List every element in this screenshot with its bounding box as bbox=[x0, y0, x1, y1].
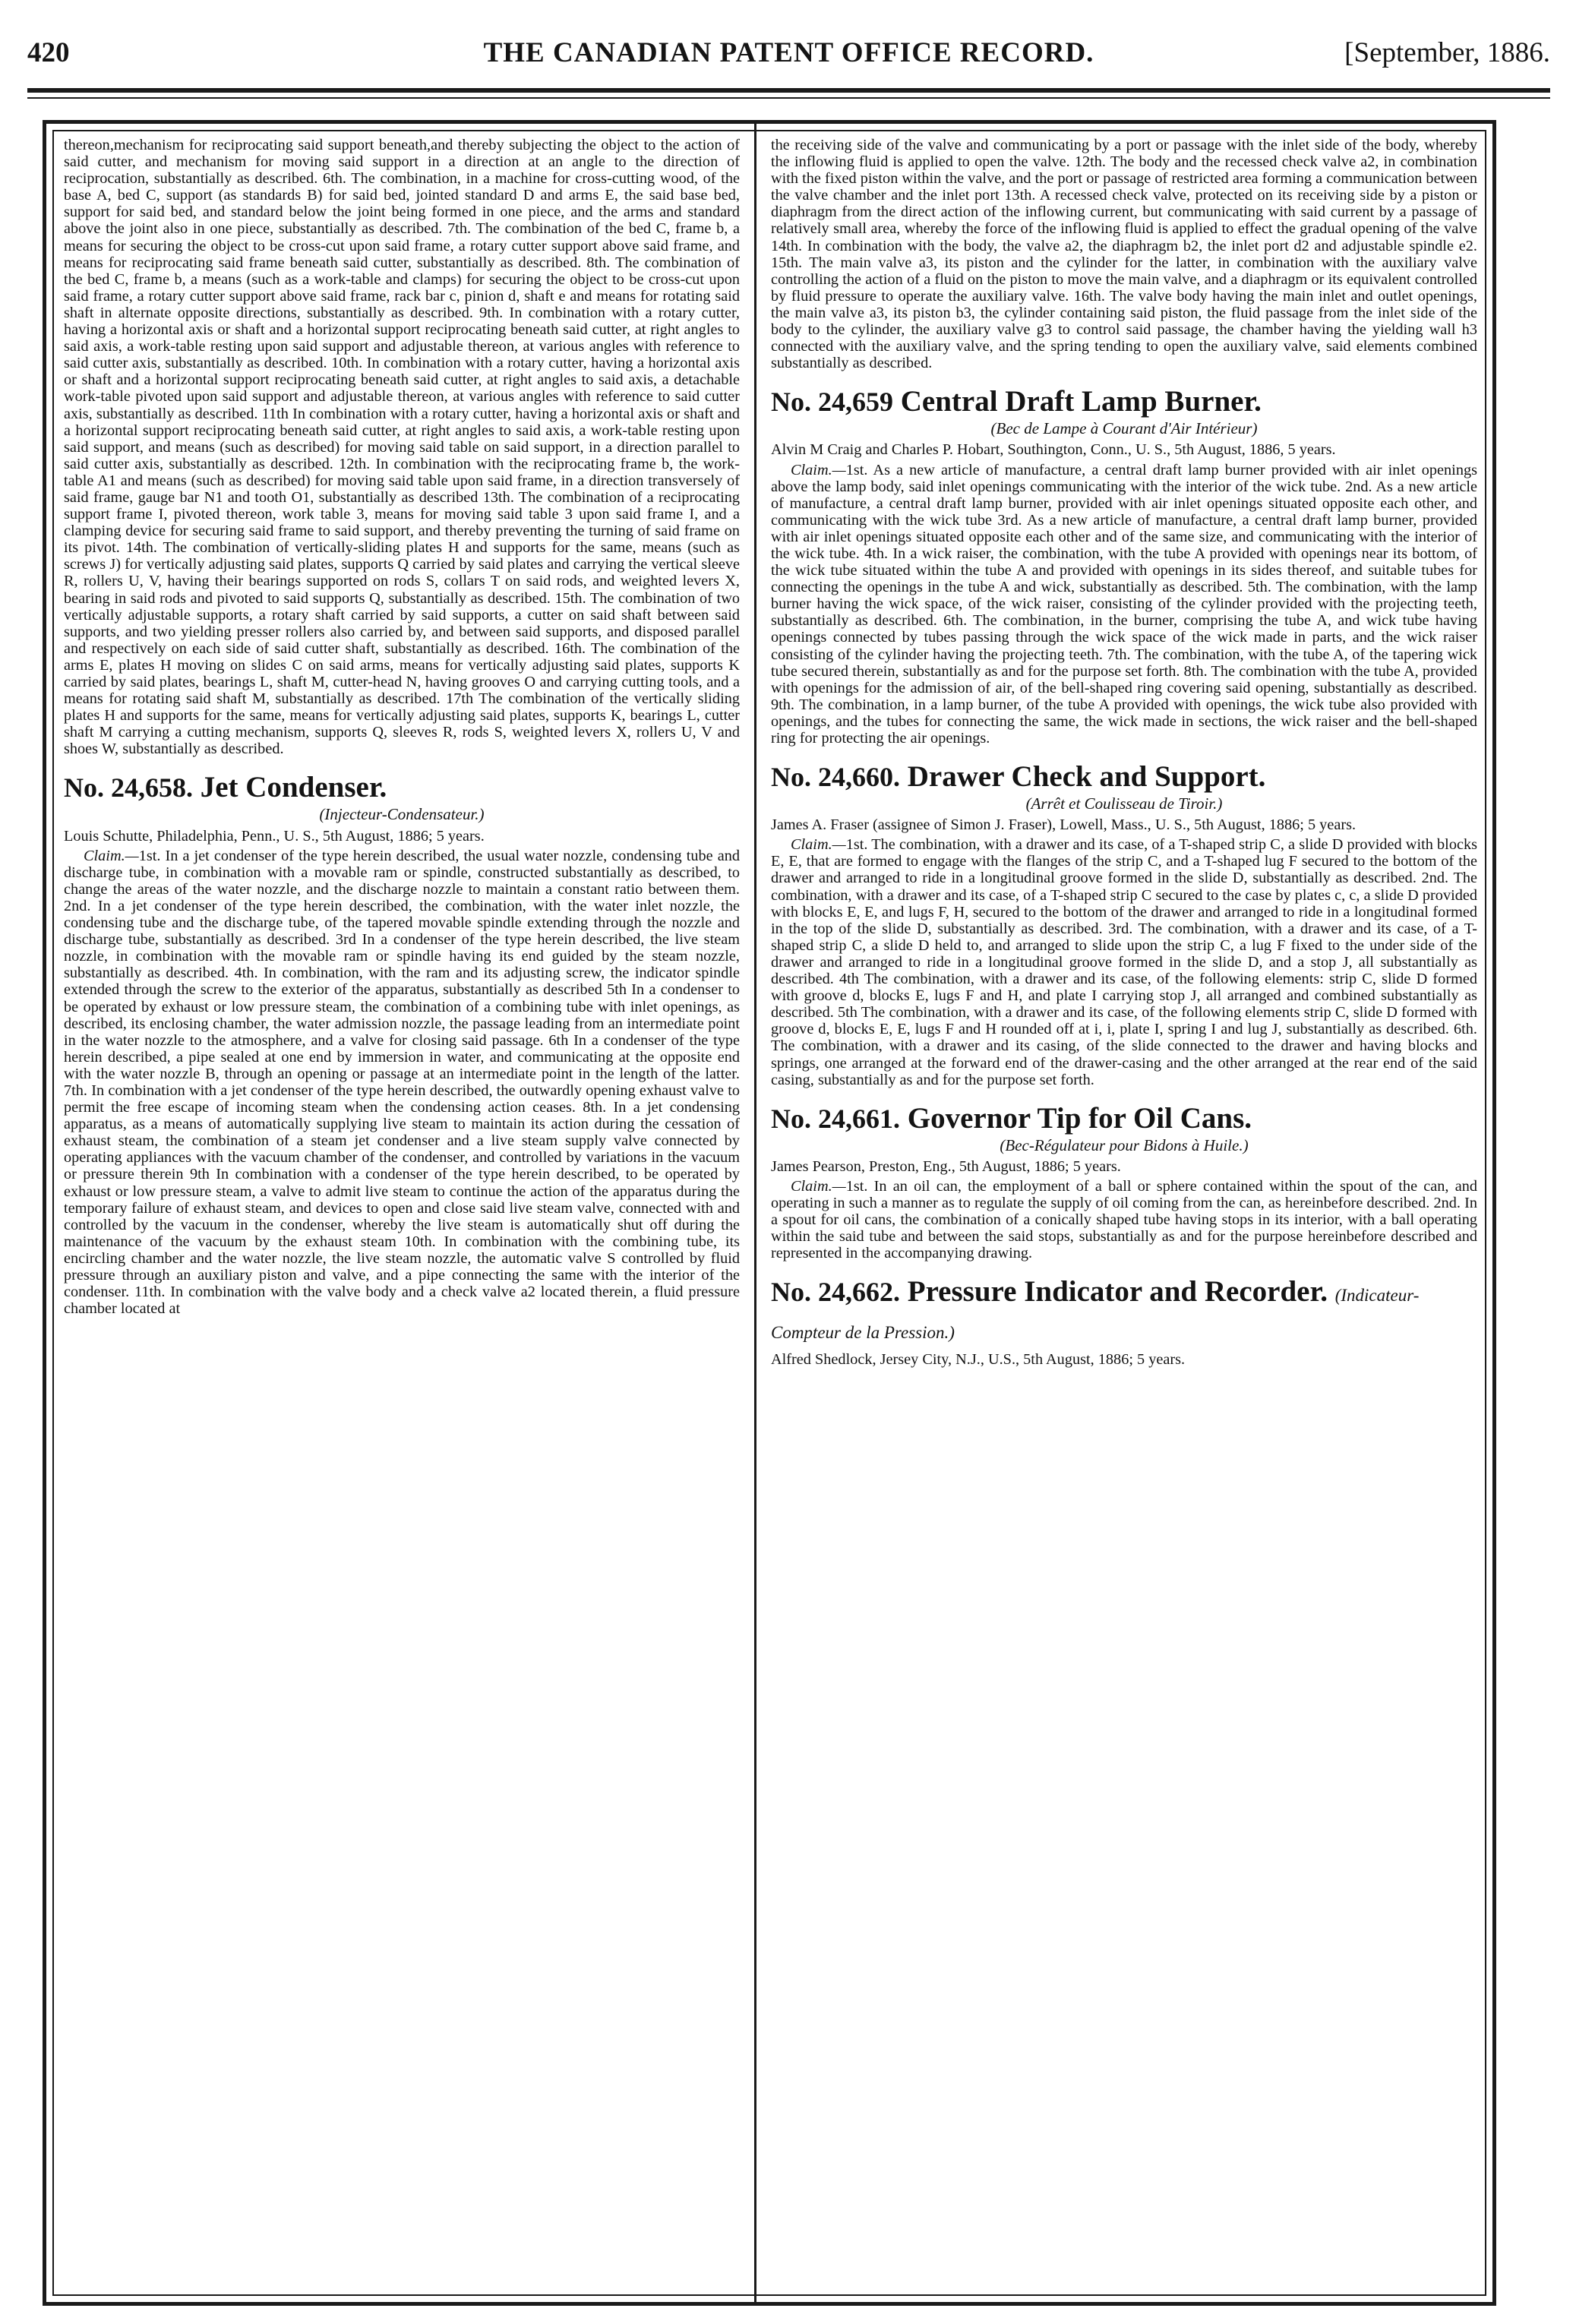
claim-label: Claim.— bbox=[791, 461, 846, 478]
header-rule-thick bbox=[27, 88, 1550, 93]
claim-label: Claim.— bbox=[84, 847, 139, 864]
claim-paragraph bbox=[771, 1178, 1477, 1261]
patent-title: Central Draft Lamp Burner. bbox=[900, 385, 1262, 418]
continued-claims-text: thereon,mechanism for reciprocating said support beneath,and thereby subjecting the object to the action of said cutter, and mechanism for moving said support in a direction at an angle to the direction of reciprocation, substantially as described. 6th. The combination, in a machine for cross-cutting wood, of the base A, bed C, support (as standards B) for said bed, jointed standard D and arms E, the said base bed, support for said bed, and standard below the joint being formed in one piece, and the arms and standard above the joint also in one piece, substantially as described. 7th. The combination of the bed C, frame b, a means for securing the object to be cross-cut upon said frame, a rotary cutter support above said frame, and means for reciprocating said frame beneath said cutter, substantially as described. 8th. The combination of the bed C, frame b, a means (such as a work-table and clamps) for securing the object to be cross-cut upon said frame, a rotary cutter support above said frame, rack bar c, pinion d, shaft e and means for rotating said shaft in alternate opposite directions, substantially as described. 9th. In combination with a rotary cutter, having a horizontal axis or shaft and a horizontal support reciprocating beneath said cutter, at right angles to said axis, a work-table resting upon said support and adjustable thereon, at various angles with reference to said cutter axis, substantially as described. 10th. In combination with a rotary cutter, having a horizontal axis or shaft and a horizontal support reciprocating beneath said cutter, at right angles to said axis, a detachable work-table pivoted upon said support and adjustable thereon, at various angles with reference to said cutter axis, substantially as described. 11th In combination with a rotary cutter, having a horizontal axis or shaft and a horizontal support reciprocating beneath said cutter, at right angles to said axis, a work-table resting upon said support, and means (such as described) for moving said table on said support, in a direction parallel to said cutter axis, substantially as described. 12th. In combination with the reciprocating frame b, the work-table A1 and means (such as described) for moving said table upon said frame, in a direction transversely of said frame, gauge bar N1 and tooth O1, substantially as described 13th. The combination of a reciprocating support frame I, pivoted thereon, work table 3, means for moving said table 3 upon said frame I, and a clamping device for securing said frame to said support, and thereby preventing the turning of said frame on its pivot. 14th. The combination of vertically-sliding plates H and supports for the same, means (such as screws J) for vertically adjusting said plates, supports Q carried by said plates and carrying the vertical sleeve R, rollers U, V, having their bearings supported on rods S, collars T on said rods, and weighted levers X, bearing in said rods and pivoted to said supports Q, substantially as described. 15th. The combination of two vertically adjustable supports, a rotary shaft carried by said supports, a cutter on said shaft between said supports, and two yielding presser rollers also carried by, and between said supports, and disposed parallel and respectively on each side of said cutter shaft, substantially as described. 16th. The combination of the arms E, plates H moving on slides C on said arms, means for vertically adjusting said plates, supports K carried by said plates, bearings L, shaft M, cutter-head N, having grooves O and carrying cutting tools, and a means for rotating said shaft M, substantially as described. 17th The combination of the vertically sliding plates H and supports for the same, means for vertically adjusting said plates, supports K, bearings L, cutter shaft M carrying a cutting mechanism, supports Q, sleeves R, rods S, weighted levers X, rollers U, V and shoes W, substantially as described. bbox=[64, 137, 740, 758]
page-number: 420 bbox=[27, 37, 70, 68]
patent-number: No. 24,659 bbox=[771, 387, 893, 418]
patent-heading-24661 bbox=[771, 1102, 1477, 1135]
claim-text: 1st. In an oil can, the employment of a ball or sphere contained within the spout of the can, and operating in such a manner as to regulate the supply of oil coming from the can, as hereinbefore described. 2nd. In a spout for oil cans, the combination of a conically shaped tube having stops in its interior, with a ball operating within the said tube and between the said stops, substantially as and for the purpose hereinbefore described and represented in the accompanying drawing. bbox=[771, 1177, 1477, 1262]
claim-label: Claim.— bbox=[791, 836, 846, 854]
claim-text: 1st. In a jet condenser of the type herein described, the usual water nozzle, condensing tube and discharge tube, in combination with a movable ram or spindle, constructed substantially as described, to change the areas of the water nozzle, and the discharge nozzle to maintain a constant ratio between them. 2nd. In a jet condenser of the type herein described, the combination, with the water inlet nozzle, the condensing tube and the discharge tube, of the tapered movable spindle extending through the nozzle and discharge tube, substantially as described. 3rd In a condenser of the type herein described, the live steam nozzle, in combination with the movable ram or spindle having its end guided by the steam nozzle, substantially as described. 4th. In combination, with the ram and its adjusting screw, the indicator spindle extended through the screw to the exterior of the apparatus, substantially as described 5th In a condenser to be operated by exhaust or low pressure steam, the combination of a combining tube with inlet openings, as described, its enclosing chamber, the water admission nozzle, the passage leading from an intermediate point in the water nozzle to the atmosphere, and a valve for closing said passage. 6th In a condenser of the type herein described, a pipe sealed at one end by immersion in water, and communicating at the opposite end with the water nozzle B, through an opening or passage at an intermediate point in the length of the latter. 7th. In combination with a jet condenser of the type herein described, the outwardly opening exhaust valve to permit the free escape of incoming steam when the condensing action ceases. 8th. In a jet condensing apparatus, as a means of automatically supplying live steam to maintain its action during the cessation of exhaust steam, the combination of a steam jet condenser and a live steam supply valve connected by operating appliances with the vacuum chamber of the condenser, and controlled by variations in the vacuum or pressure therein 9th In combination with a condenser of the type herein described, to be operated by exhaust or low pressure steam, a valve to admit live steam to continue the action of the apparatus during the temporary failure of exhaust steam, and devices to open and close said live steam valve, connected with and controlled by the vacuum in the condenser, whereby the live steam is automatically shut off during the maintenance of the vacuum by the exhaust steam 10th. In combination with the combining tube, its encircling chamber and the water nozzle, the live steam nozzle, the automatic valve S controlled by fluid pressure through an auxiliary piston and valve, and a pipe connecting the same with the interior of the condenser. 11th. In combination with the valve body and a check valve a2 located therein, a fluid pressure chamber located at bbox=[64, 847, 740, 1318]
claim-text: 1st. The combination, with a drawer and its case, of a T-shaped strip C, a slide D provided with blocks E, E, that are formed to engage with the flanges of the strip C, and a T-shaped lug F secured to the bottom of the drawer and arranged to ride in a longitudinal groove formed in the slide D, substantially as described. 2nd. The combination, with a drawer and its case, of a T-shaped strip C secured to the case by plates c, c, a slide D provided with blocks E, E, and lugs F, H, secured to the bottom of the drawer and arranged to ride in a longitudinal formed in the top of the slide D, substantially as described. 3rd. The combination, with a drawer and its case, of a T-shaped strip C, a slide D held to, and arranged to slide upon the strip C, a lug F fixed to the under side of the drawer and arranged to ride in a longitudinal groove formed in the slide D, and a stop J, all substantially as described. 4th The combination, with a drawer and its case, of the following elements: strip C, slide D formed with groove d, blocks E, lugs F and H, and plate I carrying stop J, all arranged and combined substantially as described. 5th The combination, with a drawer and its case, of the following elements strip C, slide D formed with groove d, blocks E, E, lugs F and H rounded off at i, i, plate I, spring I and lug J, substantially as described. 6th. The combination, with a drawer and its casing, of the slide connected to the drawer and having blocks and springs, one arranged at the forward end of the drawer-casing and the other arranged at the rear end of the said casing, substantially as and for the purpose set forth. bbox=[771, 836, 1477, 1088]
patent-title: Pressure Indicator and Recorder. bbox=[907, 1275, 1328, 1309]
inventor-line: James A. Fraser (assignee of Simon J. Fraser), Lowell, Mass., U. S., 5th August, 1886; 5 years. bbox=[771, 816, 1356, 834]
right-column bbox=[771, 137, 1477, 2286]
header-rule-thin bbox=[27, 97, 1550, 99]
patent-heading-24662 bbox=[771, 1275, 1477, 1350]
patent-title: Governor Tip for Oil Cans. bbox=[907, 1101, 1252, 1135]
claim-label: Claim.— bbox=[791, 1177, 846, 1195]
patent-number: No. 24,658. bbox=[64, 772, 193, 804]
inventor-line: Louis Schutte, Philadelphia, Penn., U. S., 5th August, 1886; 5 years. bbox=[64, 827, 485, 845]
inventor-line: Alvin M Craig and Charles P. Hobart, Southington, Conn., U. S., 5th August, 1886, 5 years. bbox=[771, 441, 1336, 459]
inventor-line: James Pearson, Preston, Eng., 5th August, 1886; 5 years. bbox=[771, 1157, 1121, 1175]
patent-number: No. 24,661. bbox=[771, 1103, 900, 1134]
patent-number: No. 24,660. bbox=[771, 762, 900, 793]
patent-heading-24660 bbox=[771, 760, 1477, 794]
column-divider bbox=[754, 122, 756, 2304]
patent-title: Jet Condenser. bbox=[200, 771, 387, 804]
claim-paragraph bbox=[771, 836, 1477, 1088]
patent-heading-24659 bbox=[771, 385, 1477, 418]
french-title: (Bec de Lampe à Courant d'Air Intérieur) bbox=[990, 419, 1258, 438]
patent-heading-24658 bbox=[64, 771, 740, 804]
french-title: (Arrêt et Coulisseau de Tiroir.) bbox=[1025, 794, 1223, 813]
french-title: (Bec-Régulateur pour Bidons à Huile.) bbox=[1000, 1135, 1249, 1154]
left-column bbox=[64, 137, 740, 2286]
running-header bbox=[27, 36, 1550, 82]
claim-paragraph bbox=[771, 462, 1477, 747]
claim-text: 1st. As a new article of manufacture, a central draft lamp burner provided with air inlet openings above the lamp body, said inlet openings communicating with the interior of the wick tube. 2nd. As a new article of manufacture, a central draft lamp burner, provided with air inlet openings situated opposite each other, and communicating with the wick tube 3rd. As a new article of manufacture, a central draft lamp burner, provided with air inlet openings situated opposite each other and of the same size, and communicating with the interior of the wick tube. 4th. In a wick raiser, the combination, with the tube A provided with openings near its bottom, of the wick tube situated within the tube A and provided with openings in its sides thereof, and suitable tubes for connecting the openings in the tube A and wick, substantially as described. 5th. The combination, with the lamp burner having the wick space, of the wick raiser, consisting of the cylinder provided with the projecting teeth, substantially as described. 6th. The combination, in the burner, comprising the tube A, and wick tube having openings connected by tubes passing through the wick space of the wick made in parts, and the wick raiser consisting of the cylinder having the projecting teeth. 7th. The combination, with the tube A, of the tapering wick tube secured therein, substantially as and for the purpose set forth. 8th. The combination with the tube A, provided with openings for the admission of air, of the bell-shaped ring covering said opening, substantially as described. 9th. The combination, in a lamp burner, of the tube A provided with openings, the wick tube also provided with openings, and the tubes for connecting the same, the wick made in sections, the wick raiser and the bell-shaped ring for protecting the air openings. bbox=[771, 461, 1477, 747]
journal-title: THE CANADIAN PATENT OFFICE RECORD. bbox=[483, 37, 1094, 68]
claim-paragraph bbox=[64, 848, 740, 1318]
issue-date: [September, 1886. bbox=[1344, 37, 1550, 68]
french-title: (Indicateur-Compteur de la Pression.) bbox=[771, 1286, 1420, 1343]
french-title: (Injecteur-Condensateur.) bbox=[319, 805, 485, 824]
patent-number: No. 24,662. bbox=[771, 1277, 900, 1308]
continued-claims-text: the receiving side of the valve and communicating by a port or passage with the inlet side of the body, whereby the inflowing fluid is applied to open the valve. 12th. The body and the recessed check valve a2, in combination with the fixed piston within the valve, and the port or passage of restricted area forming a communication between the valve chamber and the inlet port 13th. A recessed check valve, protected on its receiving side by a piston or diaphragm from the direct action of the inflowing current, but communicating with said current by a passage of relatively small area, whereby the force of the inflowing fluid is applied to effect the gradual opening of the valve 14th. In combination with the body, the valve a2, the diaphragm b2, the inlet port d2 and adjustable spindle e2. 15th. The main valve a3, its piston and the cylinder for the latter, in combination with the auxiliary valve controlling the action of a fluid on the piston to move the main valve, and a diaphragm or its equivalent controlled by fluid pressure to operate the auxiliary valve. 16th. The valve body having the main inlet and outlet openings, the main valve a3, its piston b3, the cylinder containing said piston, the fluid passage from the inlet side of the body to the cylinder, the auxiliary valve g3 to control said passage, the chamber having the yielding wall h3 connected with the auxiliary valve, and the spring tending to open the auxiliary valve, said elements combined substantially as described. bbox=[771, 137, 1477, 372]
patent-title: Drawer Check and Support. bbox=[907, 760, 1266, 794]
inventor-line: Alfred Shedlock, Jersey City, N.J., U.S., 5th August, 1886; 5 years. bbox=[771, 1351, 1186, 1369]
